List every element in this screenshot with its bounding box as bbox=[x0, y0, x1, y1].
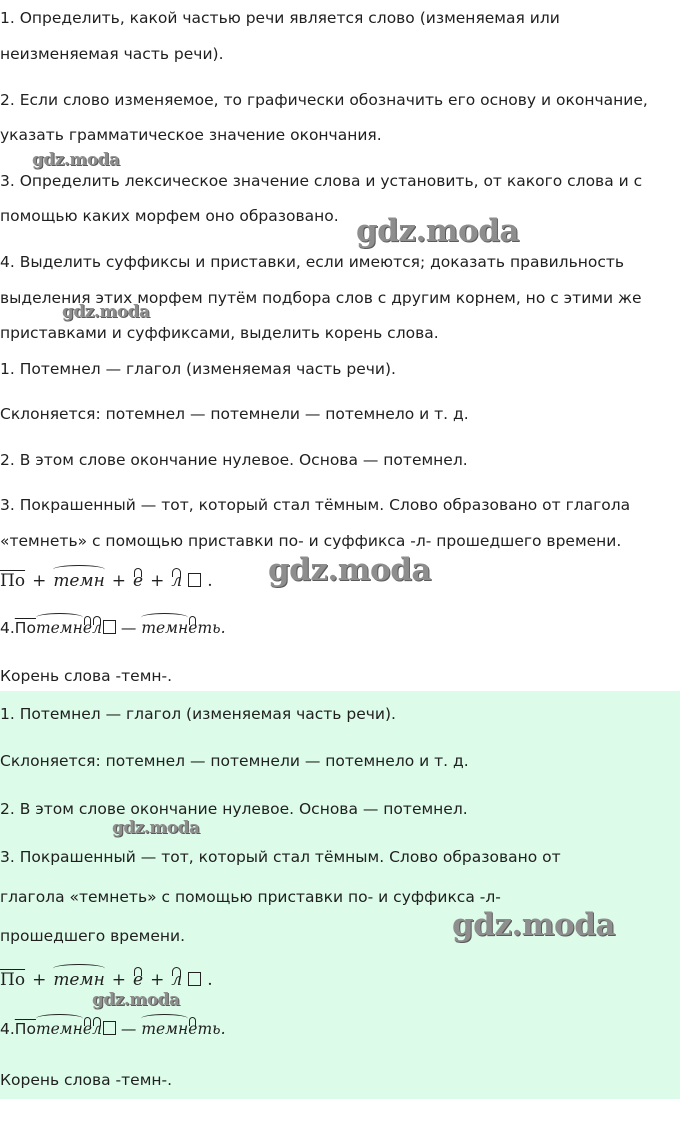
suffix-mark: е bbox=[133, 571, 144, 591]
answer-line: прошедшего времени. bbox=[0, 927, 186, 945]
root-line: Корень слова -темн-. bbox=[0, 1071, 173, 1089]
word-parse: 4.Потемнел — темнеть. bbox=[0, 1020, 226, 1038]
zero-ending-mark bbox=[188, 573, 201, 587]
suffix-mark: е bbox=[188, 1020, 198, 1038]
watermark: gdz.moda bbox=[452, 907, 615, 943]
root-mark: темн bbox=[141, 1020, 189, 1038]
instruction-line: 3. Определить лексическое значение слова и установить, от какого слова и с bbox=[0, 172, 643, 190]
suffix-mark: е bbox=[188, 619, 198, 637]
watermark: gdz.moda bbox=[62, 302, 150, 322]
watermark: gdz.moda bbox=[356, 213, 519, 249]
answer-line: 2. В этом слове окончание нулевое. Основа — потемнел. bbox=[0, 451, 468, 469]
instruction-line: указать грамматическое значение окончания. bbox=[0, 126, 382, 144]
answer-line: 3. Покрашенный — тот, который стал тёмным. Слово образовано от bbox=[0, 848, 561, 866]
suffix-mark: л bbox=[171, 970, 183, 990]
watermark: gdz.moda bbox=[92, 990, 180, 1010]
instruction-line: неизменяемая часть речи). bbox=[0, 45, 224, 63]
answer-line: глагола «темнеть» с помощью приставки по- и суффикса -л- bbox=[0, 888, 501, 906]
watermark: gdz.moda bbox=[32, 150, 120, 170]
instruction-line: помощью каких морфем оно образовано. bbox=[0, 207, 339, 225]
instruction-line: 1. Определить, какой частью речи является слово (изменяемая или bbox=[0, 9, 560, 27]
prefix-mark: По bbox=[14, 619, 36, 637]
suffix-mark: е bbox=[133, 970, 144, 990]
instruction-line: выделения этих морфем путём подбора слов с другим корнем, но с этими же bbox=[0, 289, 642, 307]
answer-line: 2. В этом слове окончание нулевое. Основа — потемнел. bbox=[0, 800, 468, 818]
instruction-line: приставками и суффиксами, выделить корень слова. bbox=[0, 324, 439, 342]
answer-line: «темнеть» с помощью приставки по- и суффикса -л- прошедшего времени. bbox=[0, 532, 622, 550]
zero-ending-mark bbox=[103, 620, 116, 634]
answer-line: 1. Потемнел — глагол (изменяемая часть речи). bbox=[0, 360, 396, 378]
prefix-mark: По bbox=[0, 571, 26, 591]
answer-line: Склоняется: потемнел — потемнели — потемнело и т. д. bbox=[0, 752, 469, 770]
root-mark: темн bbox=[53, 571, 105, 591]
zero-ending-mark bbox=[103, 1021, 116, 1035]
prefix-mark: По bbox=[14, 1020, 36, 1038]
morpheme-formula: По + темн + е + л . bbox=[0, 970, 213, 990]
morpheme-formula: По + темн + е + л . bbox=[0, 571, 213, 591]
word-parse: 4.Потемнел — темнеть. bbox=[0, 619, 226, 637]
root-line: Корень слова -темн-. bbox=[0, 667, 173, 685]
watermark: gdz.moda bbox=[112, 818, 200, 838]
answer-line: 3. Покрашенный — тот, который стал тёмным. Слово образовано от глагола bbox=[0, 496, 631, 514]
root-mark: темн bbox=[53, 970, 105, 990]
watermark: gdz.moda bbox=[268, 552, 431, 588]
answer-line: Склоняется: потемнел — потемнели — потемнело и т. д. bbox=[0, 405, 469, 423]
root-mark: темн bbox=[141, 619, 189, 637]
root-mark: темн bbox=[35, 619, 83, 637]
root-mark: темн bbox=[35, 1020, 83, 1038]
suffix-mark: л bbox=[171, 571, 183, 591]
answer-line: 1. Потемнел — глагол (изменяемая часть речи). bbox=[0, 705, 396, 723]
zero-ending-mark bbox=[188, 972, 201, 986]
suffix-mark: л bbox=[92, 619, 102, 637]
instruction-line: 4. Выделить суффиксы и приставки, если имеются; доказать правильность bbox=[0, 253, 625, 271]
suffix-mark: л bbox=[92, 1020, 102, 1038]
instruction-line: 2. Если слово изменяемое, то графически обозначить его основу и окончание, bbox=[0, 91, 648, 109]
prefix-mark: По bbox=[0, 970, 26, 990]
suffix-mark: е bbox=[82, 1020, 93, 1038]
suffix-mark: е bbox=[82, 619, 93, 637]
